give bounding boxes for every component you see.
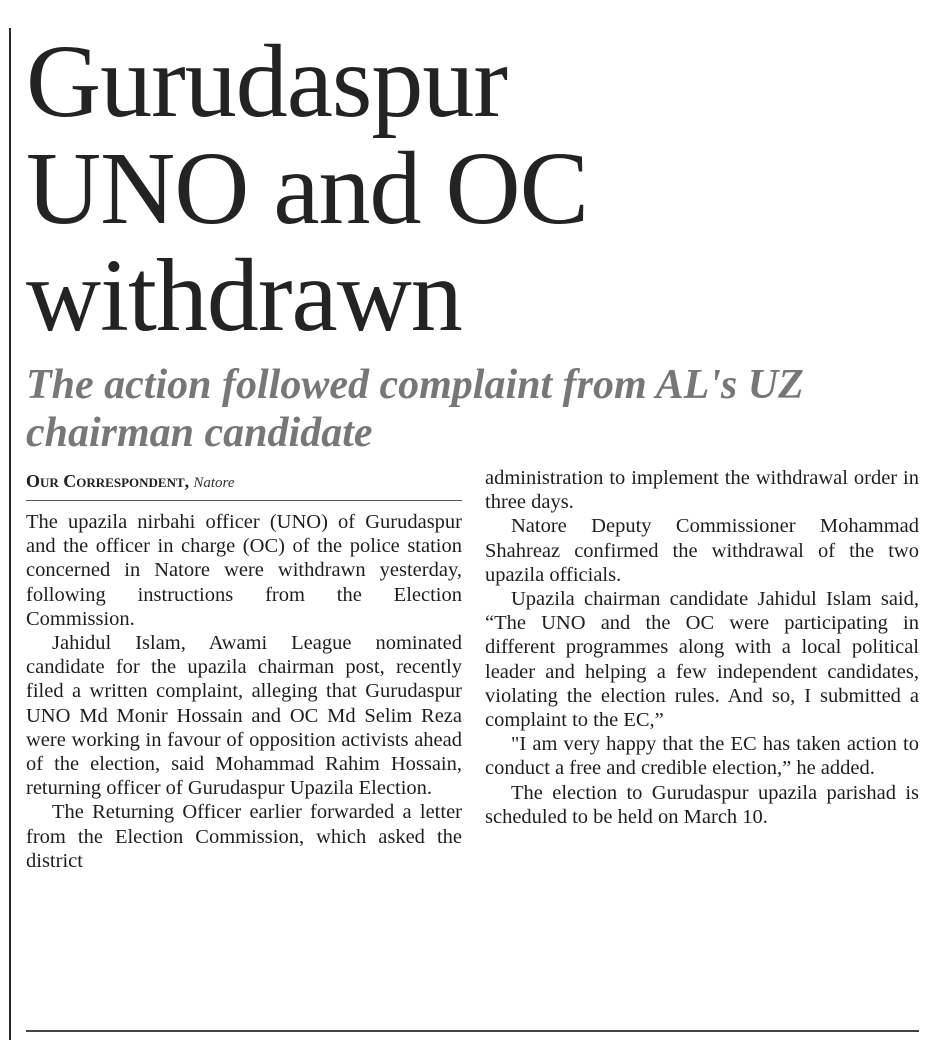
article-paragraph: The Returning Officer earlier forwarded a letter from the Election Commission, which asked the district bbox=[26, 801, 462, 872]
article-paragraph: Upazila chairman candidate Jahidul Islam said, “The UNO and the OC were participating in different programmes along with a local political leader and helping a few independent candidates, violating the election rules. And so, I submitted a complaint to the EC,” bbox=[485, 588, 919, 732]
bottom-rule bbox=[26, 1030, 919, 1032]
headline-line: withdrawn bbox=[26, 238, 462, 353]
byline-location: Natore bbox=[193, 475, 235, 491]
subheadline-line: The action followed complaint from AL's UZ bbox=[26, 362, 804, 408]
byline-name: Our Correspondent, bbox=[26, 471, 190, 491]
article-column-right bbox=[485, 466, 919, 829]
article-paragraph: Jahidul Islam, Awami League nominated candidate for the upazila chairman post, recently filed a written complaint, alleging that Gurudaspur UNO Md Monir Hossain and OC Md Selim Reza were working in favour of opposition activists ahead of the election, said Mohammad Rahim Hossain, returning officer of Gurudaspur Upazila Election. bbox=[26, 632, 462, 800]
subheadline bbox=[26, 361, 926, 457]
headline-line: UNO and OC bbox=[26, 131, 588, 246]
article-paragraph: Natore Deputy Commissioner Mohammad Shahreaz confirmed the withdrawal of the two upazila officials. bbox=[485, 515, 919, 586]
byline bbox=[26, 470, 462, 494]
left-column-rule bbox=[9, 28, 11, 1040]
article-column-left bbox=[26, 510, 462, 873]
byline-divider bbox=[26, 500, 462, 501]
article-paragraph: "I am very happy that the EC has taken action to conduct a free and credible election,” he added. bbox=[485, 733, 919, 780]
headline bbox=[26, 24, 926, 353]
article-paragraph: administration to implement the withdrawal order in three days. bbox=[485, 467, 919, 514]
article-paragraph: The upazila nirbahi officer (UNO) of Gurudaspur and the officer in charge (OC) of the police station concerned in Natore were withdrawn yesterday, following instructions from the Election Commission. bbox=[26, 511, 462, 630]
subheadline-line: chairman candidate bbox=[26, 410, 373, 456]
article-paragraph: The election to Gurudaspur upazila parishad is scheduled to be held on March 10. bbox=[485, 781, 919, 828]
headline-line: Gurudaspur bbox=[26, 24, 508, 139]
